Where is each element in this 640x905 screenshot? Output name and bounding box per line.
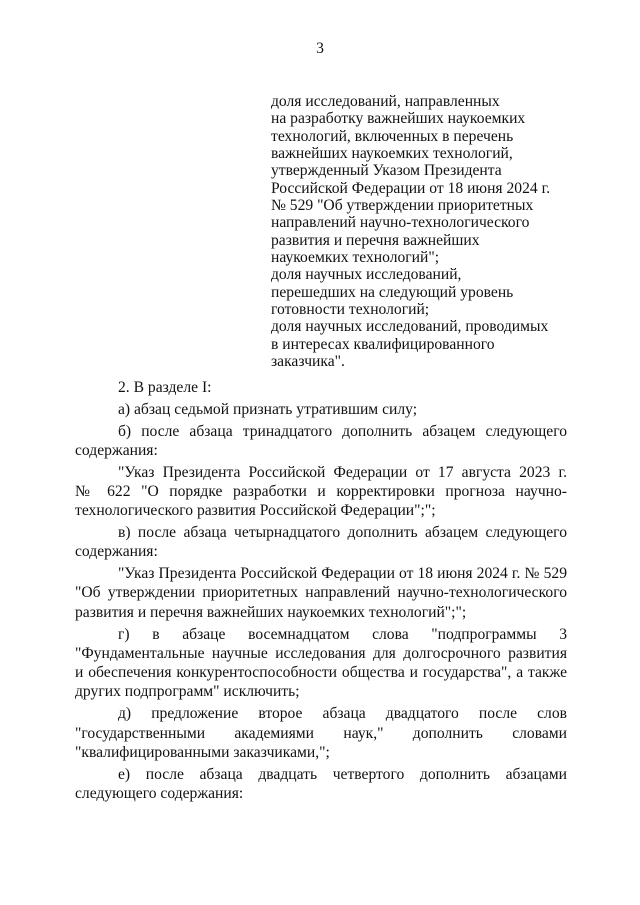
text-line: направлений научно-технологического	[271, 214, 530, 232]
text-line: № 622 "О порядке разработки и корректировки прогноза научно-	[75, 482, 567, 500]
text-line: и обеспечения конкурентоспособности общества и государства", а также	[75, 664, 567, 682]
text-line: б) после абзаца тринадцатого дополнить абзацем следующего	[118, 422, 567, 440]
amended-text-block	[271, 93, 571, 371]
text-line: а) абзац седьмой признать утратившим силу;	[118, 400, 418, 418]
text-line: содержания:	[75, 441, 158, 459]
text-line: № 529 "Об утверждении приоритетных	[271, 197, 534, 215]
text-line: утвержденный Указом Президента	[271, 162, 502, 180]
text-line: доля исследований, направленных	[271, 93, 500, 110]
text-line: г) в абзаце восемнадцатом слова "подпрограммы 3	[118, 625, 567, 643]
text-line: перешедших на следующий уровень	[271, 283, 514, 301]
quote-b	[75, 463, 567, 521]
text-line: доля научных исследований, проводимых	[271, 318, 549, 336]
text-line: в) после абзаца четырнадцатого дополнить абзацем следующего	[118, 524, 567, 542]
text-line: е) после абзаца двадцать четвертого дополнить абзацами	[118, 765, 567, 783]
text-line: готовности технологий;	[271, 301, 430, 319]
page-number: 3	[316, 40, 324, 57]
text-line: 2. В разделе I:	[118, 379, 212, 396]
text-line: "Указ Президента Российской Федерации от 17 августа 2023 г.	[118, 463, 567, 481]
text-line: "квалифицированными заказчиками,";	[75, 743, 330, 761]
list-item-b	[75, 422, 567, 461]
text-line: "Указ Президента Российской Федерации от 18 июня 2024 г. № 529	[118, 565, 567, 583]
list-item-e	[75, 765, 567, 804]
text-line: следующего содержания:	[75, 784, 244, 802]
text-line: технологического развития Российской Федерации";";	[75, 502, 436, 520]
text-line: других подпрограмм" исключить;	[75, 683, 300, 701]
list-item-v	[75, 523, 567, 562]
text-line: "государственными академиями наук," дополнить словами	[75, 724, 567, 742]
text-line: развития и перечня важнейших	[271, 231, 480, 249]
list-item-a	[75, 400, 567, 419]
text-line: наукоемких технологий";	[271, 249, 440, 267]
text-line: заказчика".	[271, 353, 345, 371]
text-line: доля научных исследований,	[271, 266, 462, 284]
text-line: важнейших наукоемких технологий,	[271, 145, 513, 163]
text-line: "Фундаментальные научные исследования для долгосрочного развития	[75, 644, 567, 662]
text-line: технологий, включенных в перечень	[271, 127, 514, 145]
document-body	[75, 378, 567, 806]
text-line: содержания:	[75, 543, 158, 561]
section-heading	[75, 378, 567, 397]
text-line: Российской Федерации от 18 июня 2024 г.	[271, 179, 551, 197]
list-item-d	[75, 704, 567, 762]
text-line: д) предложение второе абзаца двадцатого после слов	[118, 705, 567, 723]
text-line: на разработку важнейших наукоемких	[271, 110, 526, 128]
list-item-g	[75, 625, 567, 702]
text-line: развития и перечня важнейших наукоемких технологий";";	[75, 603, 467, 621]
text-line: "Об утверждении приоритетных направлений научно-технологического	[75, 584, 567, 602]
quote-v	[75, 564, 567, 622]
text-line: в интересах квалифицированного	[271, 335, 495, 353]
